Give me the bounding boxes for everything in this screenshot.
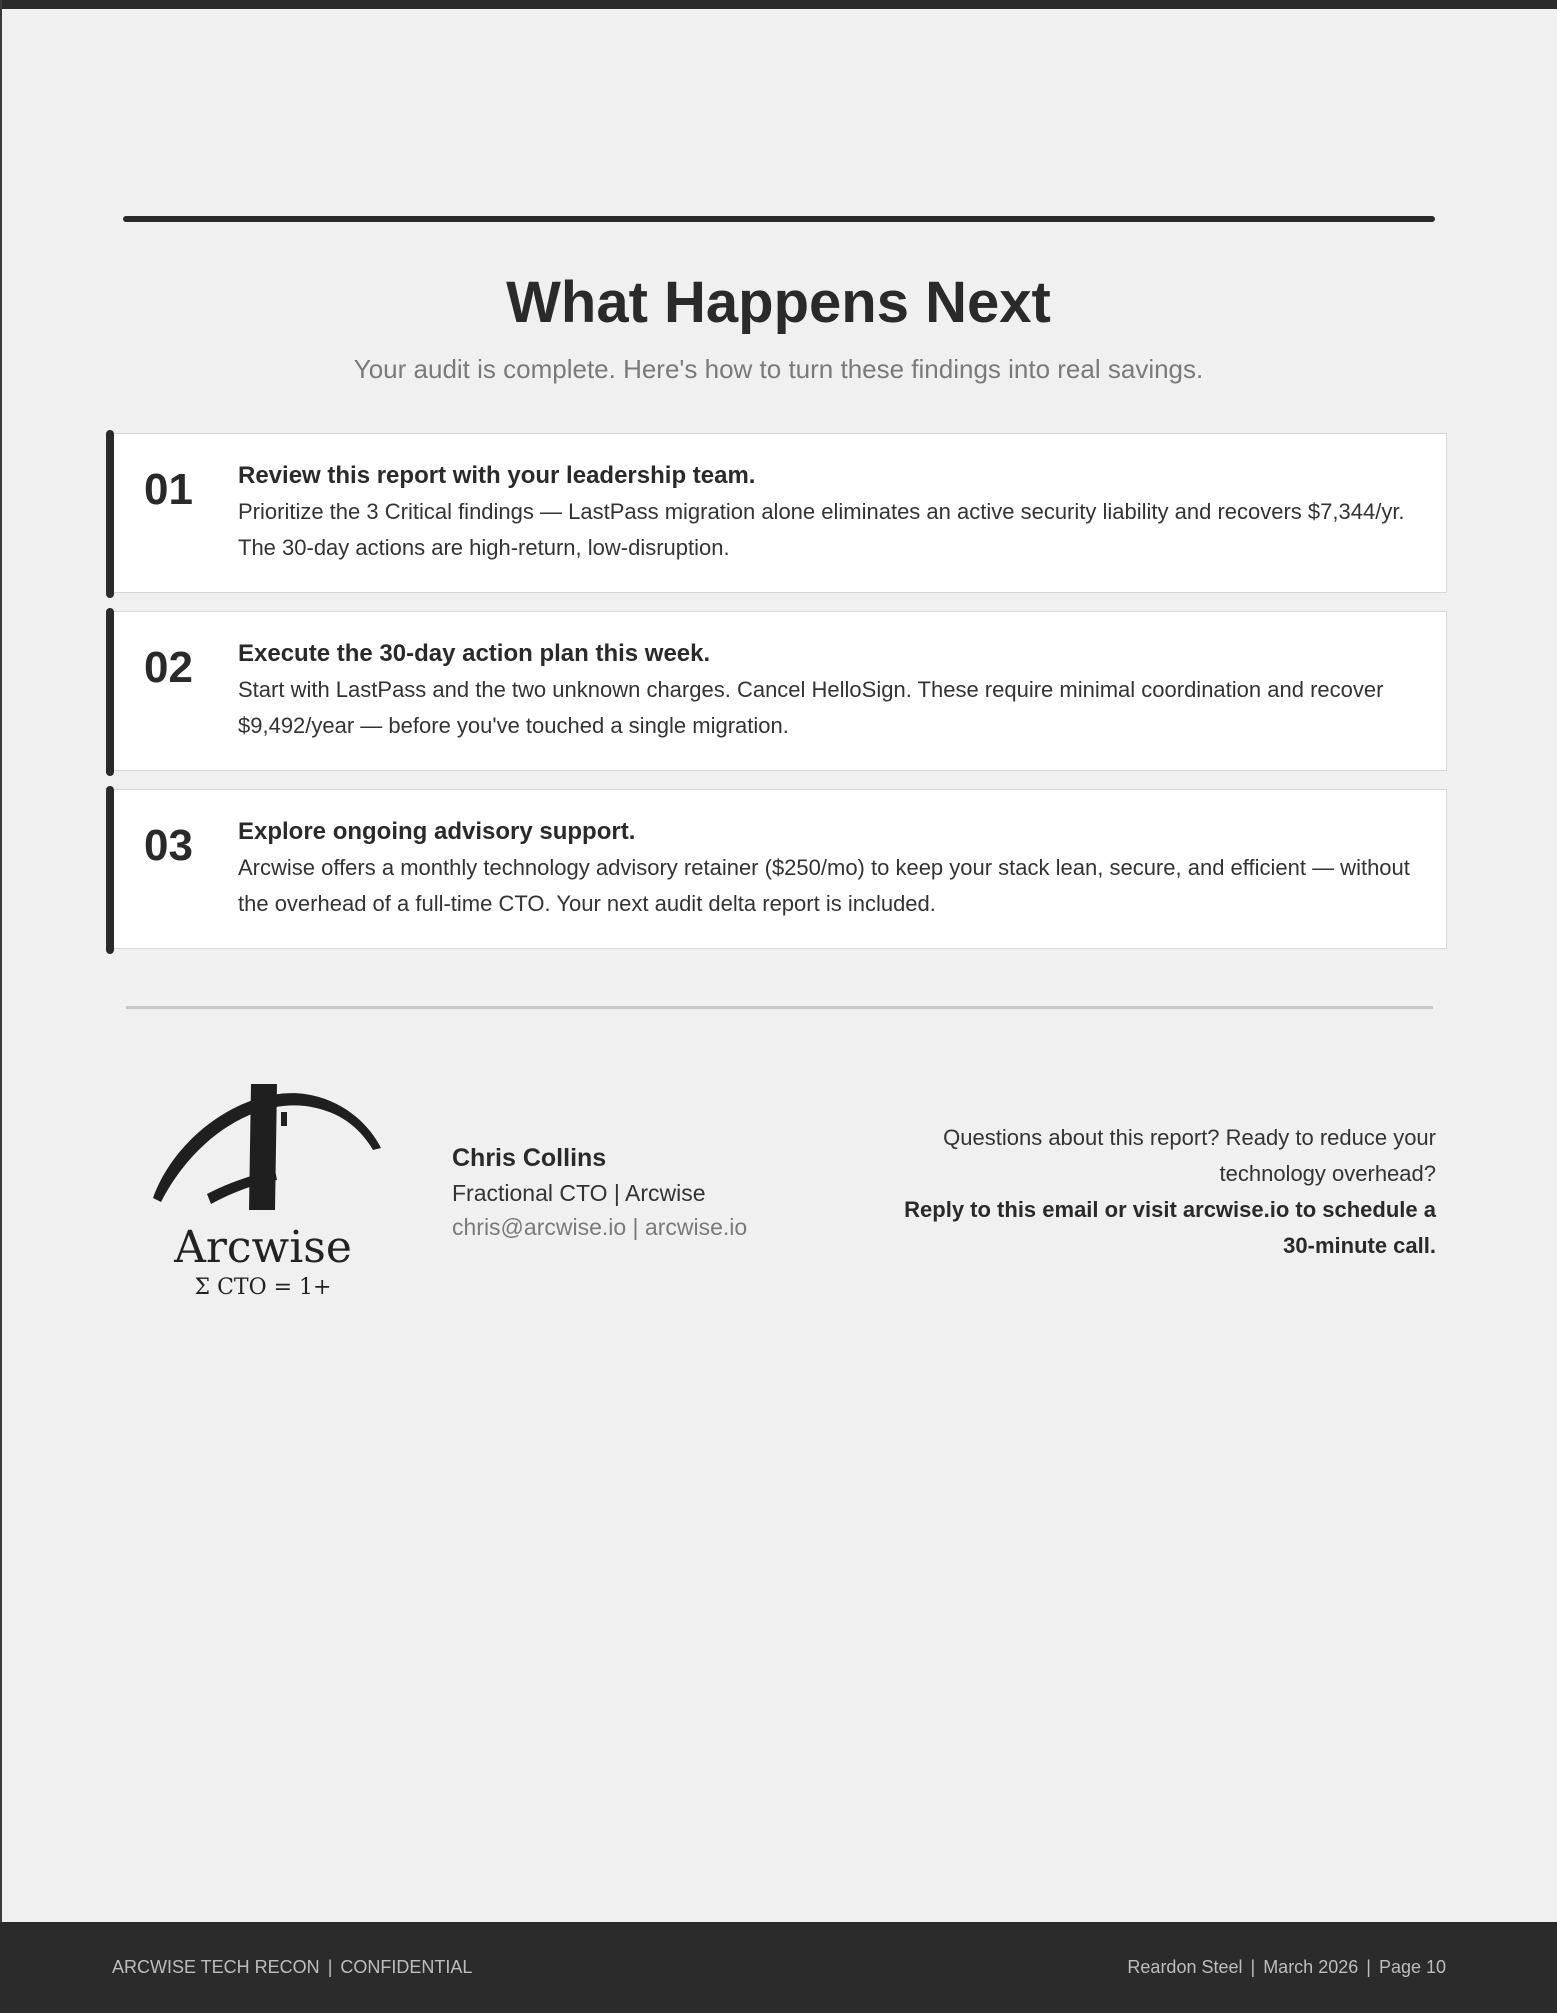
step-body: Start with LastPass and the two unknown charges. Cancel HelloSign. These require minimal coordination and recover $9,492/year — before you've touched a single migration. <box>238 677 1384 738</box>
step-card-3 <box>106 789 1447 949</box>
arcwise-arc-icon <box>145 1076 385 1226</box>
step-card-1 <box>106 433 1447 593</box>
footer-page-number: Page 10 <box>1378 1957 1446 1977</box>
footer-brand: ARCWISE TECH RECON <box>112 1957 320 1977</box>
contact-name: Chris Collins <box>452 1144 607 1172</box>
step-number: 01 <box>144 465 193 514</box>
step-heading: Review this report with your leadership team. <box>238 462 756 489</box>
step-heading: Explore ongoing advisory support. <box>238 818 636 845</box>
arcwise-logo <box>145 1076 395 1316</box>
page-title: What Happens Next <box>506 270 1051 335</box>
step-accent-bar <box>106 430 114 598</box>
step-body: Prioritize the 3 Critical findings — LastPass migration alone eliminates an active security liability and recovers $7,344/yr. The 30-day actions are high-return, low-disruption. <box>238 499 1405 560</box>
footer-confidential: CONFIDENTIAL <box>340 1957 473 1977</box>
logo-tagline: Σ CTO = 1+ <box>194 1275 332 1300</box>
cta-block <box>880 1120 1436 1264</box>
footer-left: ARCWISE TECH RECON | CONFIDENTIAL <box>112 1957 473 1977</box>
cta-question: Questions about this report? Ready to reduce your technology overhead? <box>943 1125 1436 1186</box>
top-bar <box>0 0 1557 9</box>
contact-links[interactable]: chris@arcwise.io | arcwise.io <box>452 1214 748 1240</box>
step-number: 02 <box>144 643 193 692</box>
footer-client: Reardon Steel <box>1127 1957 1243 1977</box>
title-divider <box>123 216 1435 222</box>
step-accent-bar <box>106 608 114 776</box>
cta-action: Reply to this email or visit arcwise.io to schedule a 30-minute call. <box>904 1197 1436 1258</box>
page-footer <box>0 1922 1557 2013</box>
footer-date: March 2026 <box>1263 1957 1359 1977</box>
page-subtitle: Your audit is complete. Here's how to turn these findings into real savings. <box>353 354 1204 384</box>
contact-role: Fractional CTO | Arcwise <box>452 1180 706 1206</box>
logo-wordmark: Arcwise <box>174 1222 352 1273</box>
step-card-2 <box>106 611 1447 771</box>
step-accent-bar <box>106 786 114 954</box>
contact-block <box>452 1140 747 1244</box>
step-heading: Execute the 30-day action plan this week. <box>238 640 711 667</box>
footer-right: Reardon Steel | March 2026 | Page 10 <box>1127 1957 1446 1977</box>
section-divider <box>126 1006 1433 1009</box>
step-body: Arcwise offers a monthly technology advisory retainer ($250/mo) to keep your stack lean, secure, and efficient — without the overhead of a full-time CTO. Your next audit delta report is included. <box>238 855 1410 916</box>
step-number: 03 <box>144 821 193 870</box>
